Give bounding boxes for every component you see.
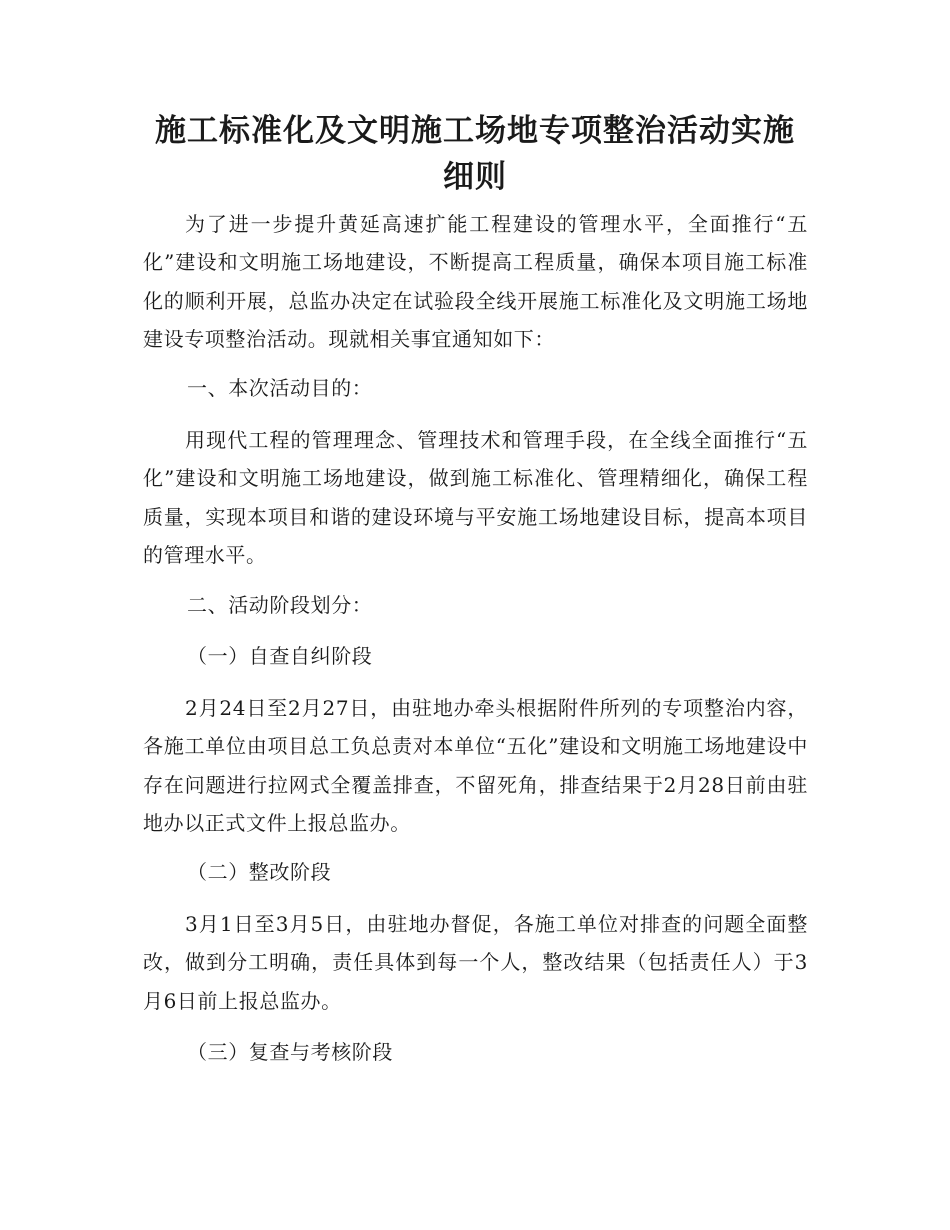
phase-3-heading: （三）复查与考核阶段 xyxy=(187,1040,393,1064)
phase-1-paragraph: 2月24日至2月27日，由驻地办牵头根据附件所列的专项整治内容，各施工单位由项目总工负总责对本单位“五化”建设和文明施工场地建设中存在问题进行拉网式全覆盖排查，不留死角，排查结果于2月28日前由驻地办以正式文件上报总监办。 xyxy=(143,696,808,835)
section-2-heading: 二、活动阶段划分： xyxy=(187,593,373,617)
section-1-heading: 一、本次活动目的： xyxy=(187,376,373,400)
phase-2-heading: （二）整改阶段 xyxy=(187,860,332,884)
section-1-paragraph: 用现代工程的管理理念、管理技术和管理手段，在全线全面推行“五化”建设和文明施工场地建设，做到施工标准化、管理精细化，确保工程质量，实现本项目和谐的建设环境与平安施工场地建设目标，提高本项目的管理水平。 xyxy=(143,428,808,567)
phase-2-paragraph: 3月1日至3月5日，由驻地办督促，各施工单位对排查的问题全面整改，做到分工明确，责任具体到每一个人，整改结果（包括责任人）于3月6日前上报总监办。 xyxy=(143,912,808,1013)
intro-paragraph: 为了进一步提升黄延高速扩能工程建设的管理水平，全面推行“五化”建设和文明施工场地建设，不断提高工程质量，确保本项目施工标准化的顺利开展，总监办决定在试验段全线开展施工标准化及文明施工场地建设专项整治活动。现就相关事宜通知如下： xyxy=(143,212,808,351)
phase-1-heading: （一）自查自纠阶段 xyxy=(187,644,373,668)
document-title: 施工标准化及文明施工场地专项整治活动实施细则 xyxy=(155,113,795,195)
